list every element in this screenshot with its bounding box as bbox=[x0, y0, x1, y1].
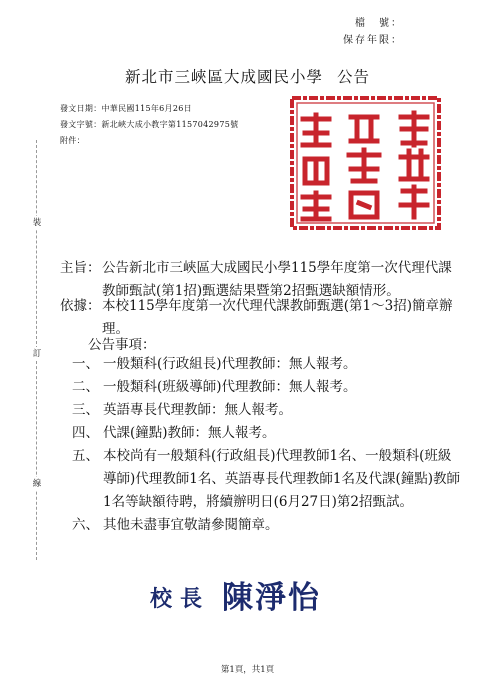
notice-item-text: 英語專長代理教師：無人報考。 bbox=[103, 402, 292, 418]
attachment-label: 附件： bbox=[60, 136, 85, 145]
basis-text: 本校115學年度第一次代理代課教師甄選(第1～3招)簡章辦理。 bbox=[102, 298, 453, 337]
notice-item-text: 本校尚有一般類科(行政組長)代理教師1名、一般類科(班級導師)代理教師1名、英語專長代理教師1名及代課(鐘點)教師1名等缺額待聘，將續辦明日(6月27日)第2招甄試。 bbox=[103, 448, 460, 510]
document-number: 發文字號：新北峽大成小教字第1157042975號 bbox=[60, 120, 239, 129]
notice-item bbox=[72, 353, 462, 376]
notice-item-number: 三、 bbox=[72, 402, 99, 418]
subject-label: 主旨： bbox=[60, 260, 101, 276]
notice-item-number: 四、 bbox=[72, 425, 99, 441]
principal-signature bbox=[150, 572, 370, 617]
title-organization: 新北市三峽區大成國民小學 bbox=[124, 68, 323, 86]
notice-item-text: 一般類科(行政組長)代理教師：無人報考。 bbox=[103, 356, 357, 372]
official-seal-stamp bbox=[289, 95, 442, 231]
binding-mark-ding: 訂 bbox=[29, 347, 45, 361]
binding-mark-xian: 線 bbox=[29, 477, 45, 491]
notice-item bbox=[72, 422, 462, 445]
notice-header: 公告事項： bbox=[88, 337, 156, 353]
notice-item-text: 其他未盡事宜敬請參閱簡章。 bbox=[103, 517, 279, 533]
retention-period-label: 保存年限： bbox=[343, 35, 403, 46]
subject-text: 公告新北市三峽區大成國民小學115學年度第一次代理代課教師甄試(第1招)甄選結果暨第2招甄選缺額情形。 bbox=[102, 260, 452, 299]
notice-item-number: 二、 bbox=[72, 379, 99, 395]
notice-item-text: 代課(鐘點)教師：無人報考。 bbox=[103, 425, 276, 441]
issue-date: 發文日期：中華民國115年6月26日 bbox=[60, 104, 192, 113]
notice-item bbox=[72, 514, 462, 537]
notice-item-text: 一般類科(班級導師)代理教師：無人報考。 bbox=[103, 379, 357, 395]
binding-line bbox=[27, 0, 45, 700]
basis-label: 依據： bbox=[60, 298, 101, 314]
file-number-label: 檔 號： bbox=[355, 18, 403, 29]
notice-item bbox=[72, 445, 462, 514]
page-title bbox=[0, 65, 495, 87]
notice-item-number: 一、 bbox=[72, 356, 99, 372]
notice-item bbox=[72, 399, 462, 422]
binding-mark-zhuang: 裝 bbox=[29, 216, 45, 230]
signature-name: 陳淨怡 bbox=[222, 580, 321, 616]
notice-item-number: 六、 bbox=[72, 517, 99, 533]
notice-item bbox=[72, 376, 462, 399]
title-doc-type: 公告 bbox=[337, 68, 371, 86]
notice-item-number: 五、 bbox=[72, 448, 99, 464]
signature-title: 校長 bbox=[150, 586, 211, 612]
page-number: 第1頁，共1頁 bbox=[220, 665, 275, 675]
